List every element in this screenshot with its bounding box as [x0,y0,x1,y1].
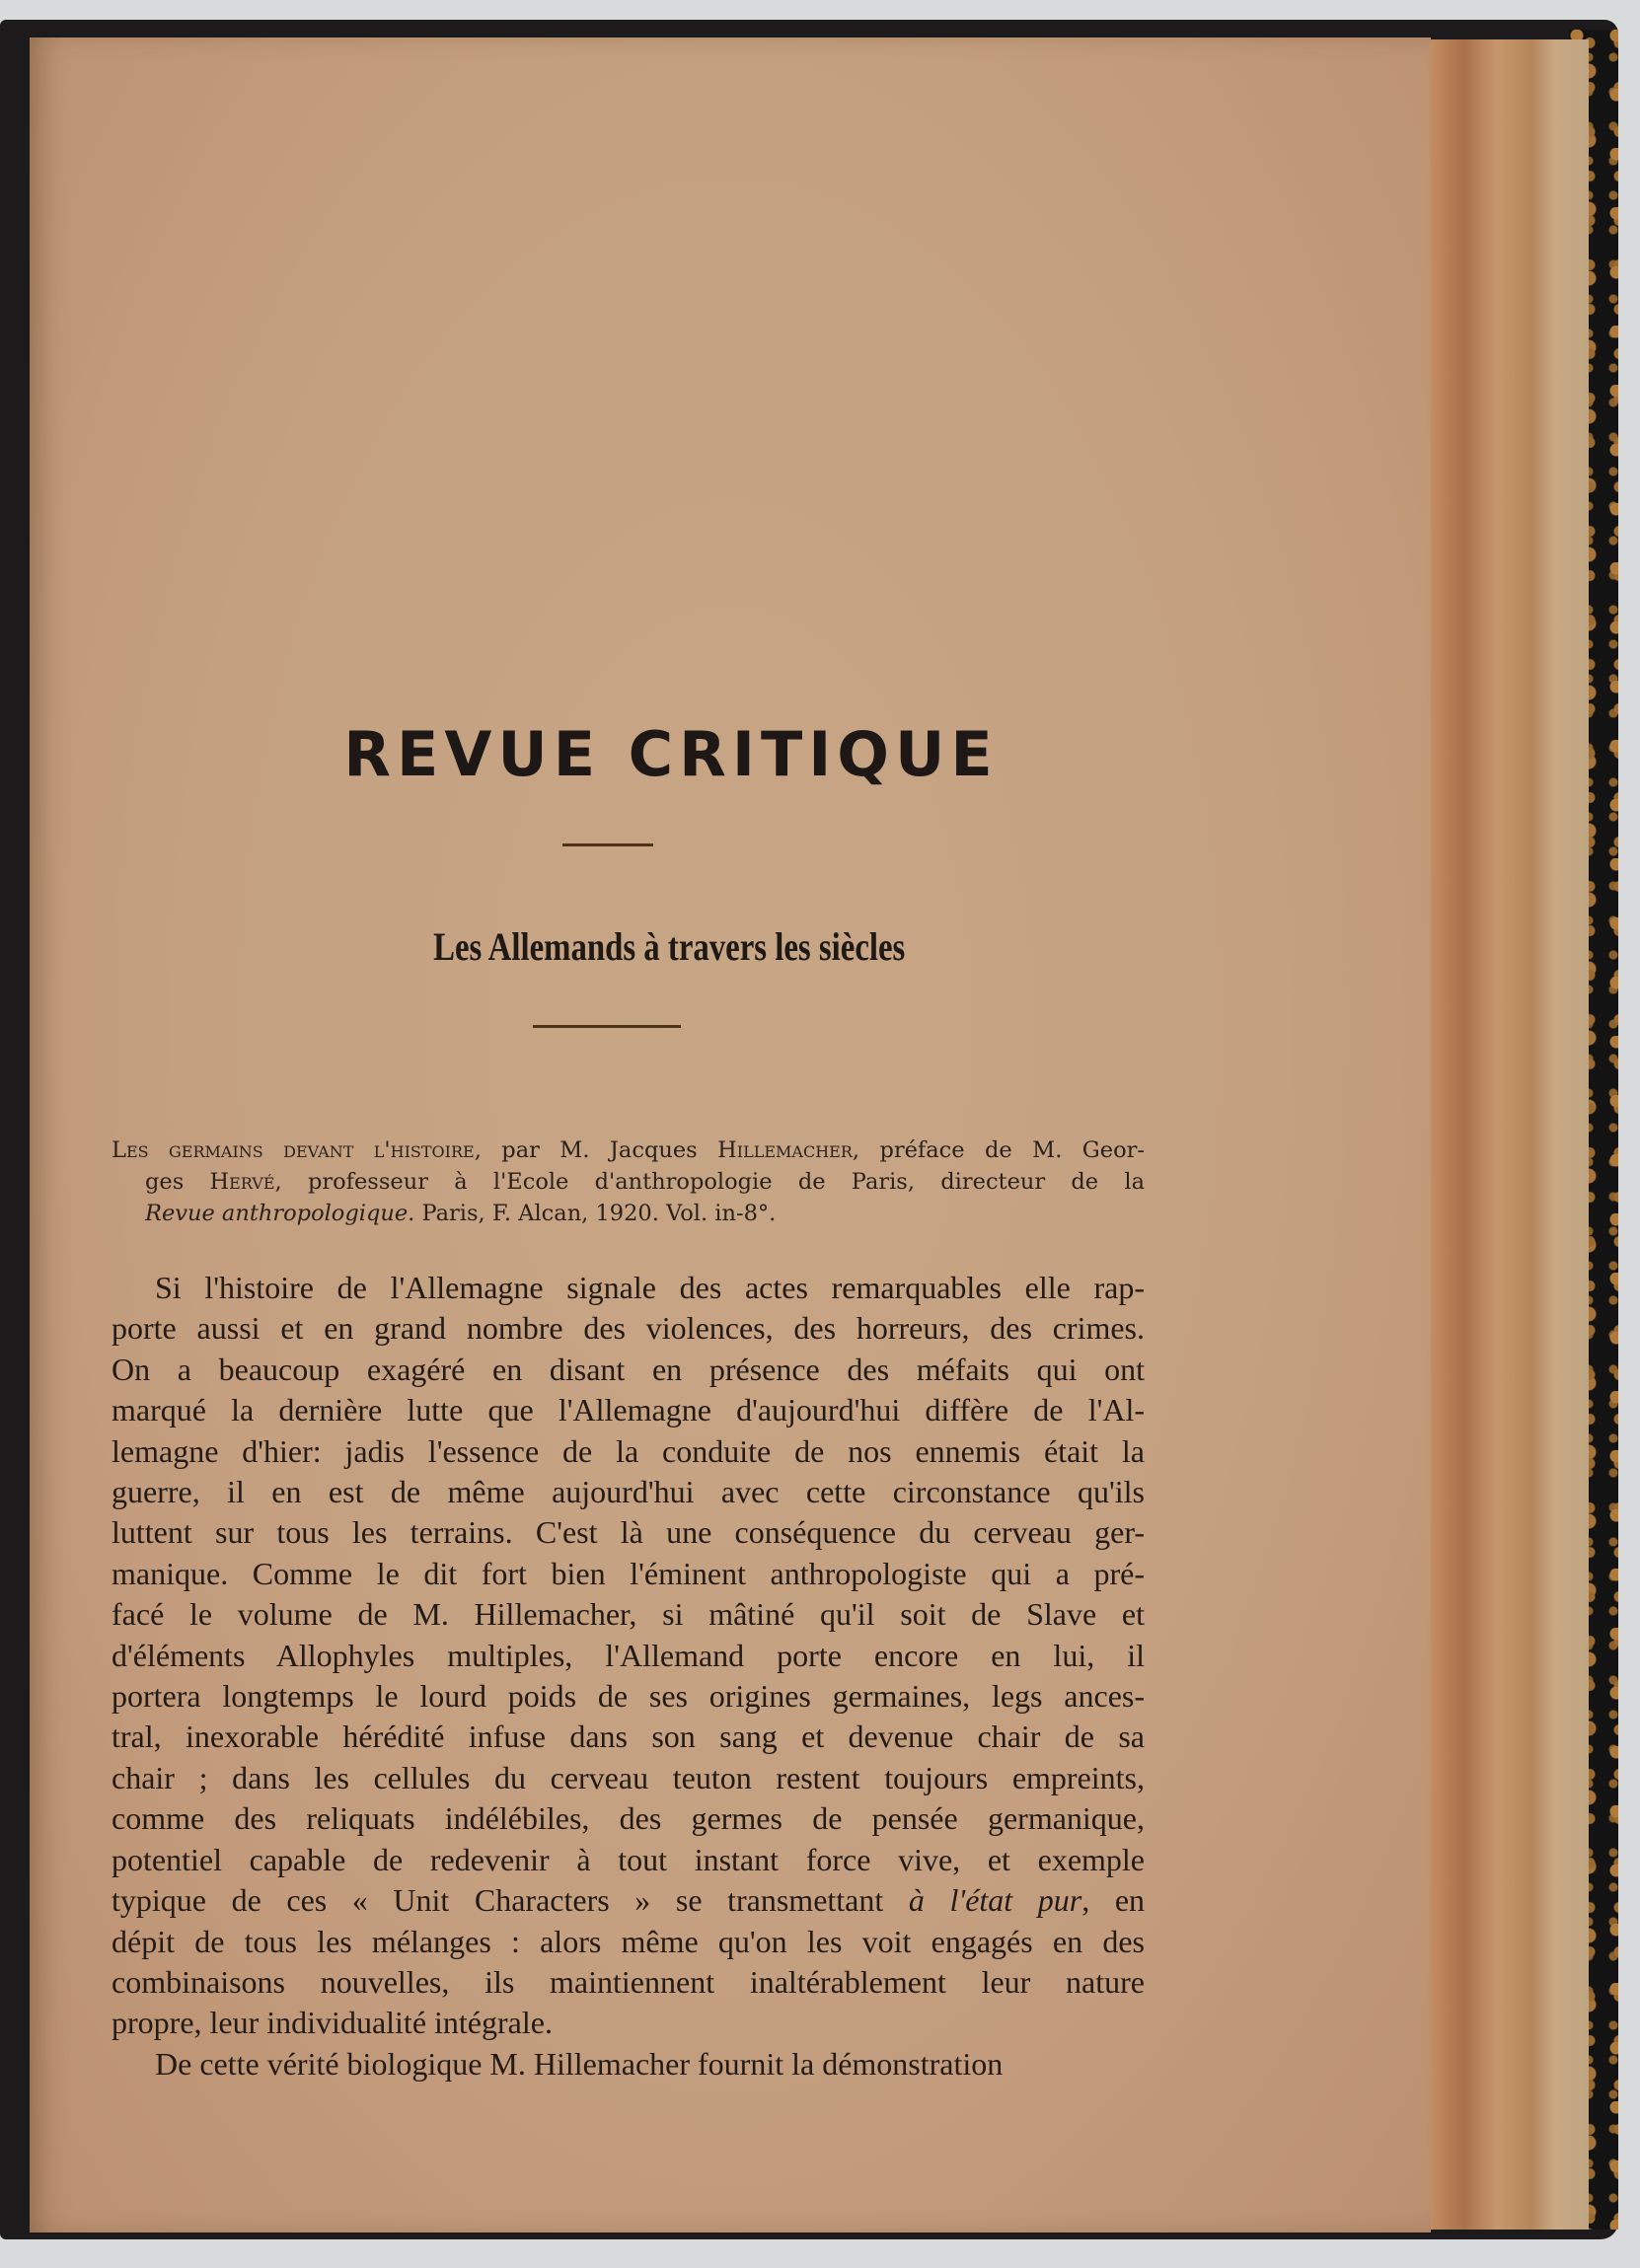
citation-text: ges [145,1169,210,1195]
body-line: luttent sur tous les terrains. C'est là une conséquence du cerveau ger- [112,1514,1145,1551]
body-line: propre, leur individualité intégrale. [112,2005,553,2041]
journal-name: Revue anthropologique [145,1201,409,1226]
body-line [112,1880,1145,1921]
body-text: typique de ces « Unit Characters » se transmettant [112,1882,909,1919]
book-citation [112,1134,1145,1229]
body-line: manique. Comme le dit fort bien l'éminent anthropologiste qui a pré- [112,1555,1145,1591]
article-body [112,1268,1145,2085]
book-title: Les germains devant l'histoire [112,1137,475,1163]
body-line: guerre, il en est de même aujourd'hui avec cette circonstance qu'ils [112,1474,1145,1510]
body-line: De cette vérité biologique M. Hillemacher fournit la démonstration [155,2045,1004,2082]
body-line: d'éléments Allophyles multiples, l'Allemand porte encore en lui, il [112,1637,1145,1673]
prefacer-name: Hervé [209,1169,275,1195]
body-line: dépit de tous les mélanges : alors même qu'on les voit engagés en des [112,1923,1145,1959]
citation-text: . Paris, F. Alcan, 1920. Vol. in-8°. [408,1201,777,1226]
citation-line-1 [112,1134,1145,1166]
book-page [30,37,1431,2232]
body-line: porte aussi et en grand nombre des violences, des horreurs, des crimes. [112,1310,1145,1347]
body-line: On a beaucoup exagéré en disant en présence des méfaits qui ont [112,1351,1145,1387]
citation-line-2 [112,1166,1145,1198]
body-text: , en [1081,1882,1146,1919]
body-line: chair ; dans les cellules du cerveau teuton restent toujours empreints, [112,1759,1145,1795]
citation-text: , professeur à l'Ecole d'anthropologie de Paris, directeur de la [274,1169,1145,1195]
title-rule [562,843,653,846]
body-line: facé le volume de M. Hillemacher, si mâtiné qu'il soit de Slave et [112,1596,1145,1633]
citation-text: , préface de M. Geor- [852,1137,1145,1163]
body-line: lemagne d'hier: jadis l'essence de la conduite de nos ennemis était la [112,1432,1145,1469]
body-line: tral, inexorable hérédité infuse dans son sang et devenue chair de sa [112,1719,1145,1755]
page-title: REVUE CRITIQUE [343,718,999,790]
subtitle-rule [533,1025,681,1028]
body-line: marqué la dernière lutte que l'Allemagne d'aujourd'hui diffère de l'Al- [112,1392,1145,1428]
body-line: comme des reliquats indélébiles, des germes de pensée germanique, [112,1800,1145,1837]
body-line: combinaisons nouvelles, ils maintiennent inaltérablement leur nature [112,1963,1145,2000]
body-line: potentiel capable de redevenir à tout instant force vive, et exemple [112,1841,1145,1877]
author-name: Hillemacher [717,1137,853,1163]
article-subtitle: Les Allemands à travers les siècles [433,924,906,969]
body-line: Si l'histoire de l'Allemagne signale des actes remarquables elle rap- [155,1270,1145,1305]
citation-line-3 [112,1198,1145,1229]
italic-phrase: à l'état pur [908,1882,1082,1919]
citation-text: , par M. Jacques [474,1137,718,1163]
body-line: portera longtemps le lourd poids de ses origines germaines, legs ances- [112,1678,1145,1715]
